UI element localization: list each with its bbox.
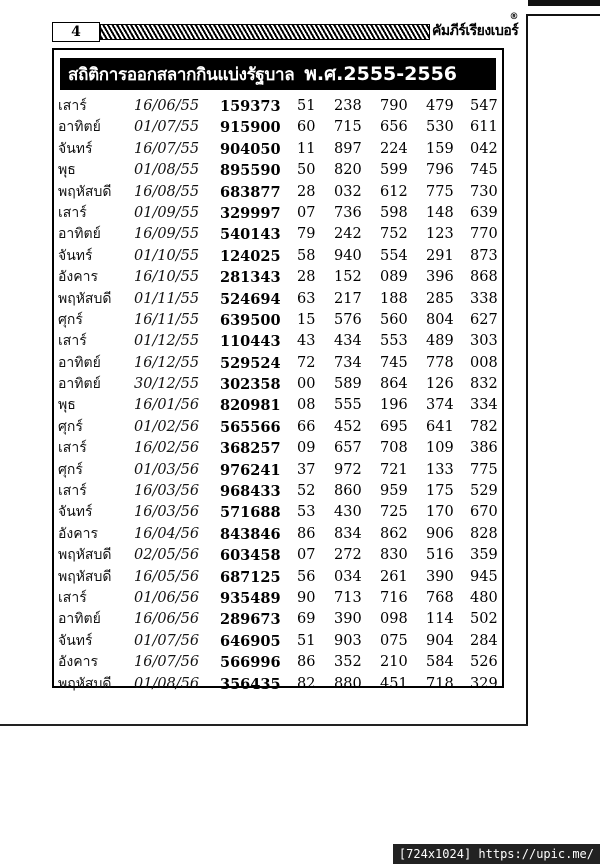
three-digit-cell-3: 804	[426, 311, 454, 328]
three-digit-cell-1: 820	[334, 162, 362, 179]
first-prize-cell: 529524	[220, 354, 281, 372]
three-digit-cell-1: 940	[334, 247, 362, 264]
lottery-results-panel	[52, 48, 504, 693]
two-digit-cell: 90	[297, 589, 316, 606]
three-digit-cell-3: 170	[426, 504, 454, 521]
day-cell: พุธ	[58, 397, 76, 414]
three-digit-cell-1: 272	[334, 547, 362, 564]
magazine-name	[432, 12, 519, 40]
two-digit-cell: 00	[297, 376, 316, 393]
two-digit-cell: 58	[297, 247, 316, 264]
table-row	[54, 374, 502, 395]
three-digit-cell-1: 713	[334, 589, 362, 606]
day-cell: เสาร์	[58, 589, 87, 606]
first-prize-cell: 356435	[220, 675, 281, 693]
page-number: 4	[52, 22, 100, 42]
two-digit-cell: 63	[297, 290, 316, 307]
three-digit-cell-2: 864	[380, 376, 408, 393]
three-digit-cell-4: 670	[470, 504, 498, 521]
date-cell: 16/12/55	[134, 354, 200, 371]
first-prize-cell: 289673	[220, 611, 281, 629]
three-digit-cell-1: 576	[334, 311, 362, 328]
three-digit-cell-2: 261	[380, 568, 408, 585]
date-cell: 01/10/55	[134, 247, 200, 264]
three-digit-cell-1: 242	[334, 226, 362, 243]
two-digit-cell: 28	[297, 183, 316, 200]
three-digit-cell-3: 396	[426, 269, 454, 286]
date-cell: 16/03/56	[134, 504, 200, 521]
first-prize-cell: 565566	[220, 418, 281, 436]
scan-edge	[528, 0, 600, 6]
three-digit-cell-1: 032	[334, 183, 362, 200]
three-digit-cell-4: 730	[470, 183, 498, 200]
three-digit-cell-2: 721	[380, 461, 408, 478]
three-digit-cell-1: 736	[334, 204, 362, 221]
three-digit-cell-1: 217	[334, 290, 362, 307]
three-digit-cell-4: 945	[470, 568, 498, 585]
three-digit-cell-1: 152	[334, 269, 362, 286]
three-digit-cell-4: 502	[470, 611, 498, 628]
date-cell: 16/10/55	[134, 269, 200, 286]
three-digit-cell-4: 775	[470, 461, 498, 478]
table-row	[54, 674, 502, 695]
date-cell: 01/09/55	[134, 204, 200, 221]
first-prize-cell: 524694	[220, 290, 281, 308]
day-cell: เสาร์	[58, 440, 87, 457]
day-cell: เสาร์	[58, 204, 87, 221]
three-digit-cell-2: 790	[380, 98, 408, 114]
three-digit-cell-3: 718	[426, 675, 454, 692]
three-digit-cell-4: 329	[470, 675, 498, 692]
three-digit-cell-3: 641	[426, 418, 454, 435]
day-cell: จันทร์	[58, 504, 93, 521]
three-digit-cell-3: 175	[426, 483, 454, 500]
date-cell: 16/08/55	[134, 183, 200, 200]
two-digit-cell: 09	[297, 440, 316, 457]
three-digit-cell-4: 782	[470, 418, 498, 435]
three-digit-cell-4: 627	[470, 311, 498, 328]
date-cell: 16/07/55	[134, 140, 200, 157]
day-cell: อาทิตย์	[58, 376, 101, 393]
three-digit-cell-2: 224	[380, 140, 408, 157]
date-cell: 30/12/55	[134, 376, 200, 393]
two-digit-cell: 07	[297, 547, 316, 564]
day-cell: อังคาร	[58, 525, 98, 542]
scan-edge-bottom	[0, 724, 528, 726]
three-digit-cell-1: 034	[334, 568, 362, 585]
two-digit-cell: 69	[297, 611, 316, 628]
three-digit-cell-3: 768	[426, 589, 454, 606]
day-cell: ศุกร์	[58, 461, 83, 478]
first-prize-cell: 368257	[220, 440, 281, 458]
three-digit-cell-1: 734	[334, 354, 362, 371]
first-prize-cell: 302358	[220, 376, 281, 394]
three-digit-cell-4: 868	[470, 269, 498, 286]
first-prize-cell: 639500	[220, 311, 281, 329]
date-cell: 16/11/55	[134, 311, 200, 328]
first-prize-cell: 687125	[220, 568, 281, 586]
date-cell: 01/08/56	[134, 675, 200, 692]
page-title: สถิติการออกสลากกินแบ่งรัฐบาล	[68, 64, 295, 85]
three-digit-cell-2: 188	[380, 290, 408, 307]
three-digit-cell-4: 745	[470, 162, 498, 179]
three-digit-cell-4: 480	[470, 589, 498, 606]
three-digit-cell-3: 778	[426, 354, 454, 371]
table-row	[54, 96, 502, 117]
three-digit-cell-4: 770	[470, 226, 498, 243]
three-digit-cell-4: 529	[470, 483, 498, 500]
registered-mark: ®	[509, 12, 518, 22]
table-row	[54, 438, 502, 459]
two-digit-cell: 51	[297, 632, 316, 649]
day-cell: เสาร์	[58, 333, 87, 350]
date-cell: 01/07/56	[134, 632, 200, 649]
day-cell: อาทิตย์	[58, 354, 101, 371]
date-cell: 01/06/56	[134, 589, 200, 606]
day-cell: จันทร์	[58, 140, 93, 157]
date-cell: 01/11/55	[134, 290, 200, 307]
two-digit-cell: 53	[297, 504, 316, 521]
date-cell: 16/02/56	[134, 440, 200, 457]
table-row	[54, 246, 502, 267]
scan-edge-right	[526, 14, 528, 726]
image-host-footer: [724x1024] https://upic.me/	[393, 844, 600, 864]
three-digit-cell-2: 745	[380, 354, 408, 371]
three-digit-cell-3: 584	[426, 654, 454, 671]
three-digit-cell-1: 903	[334, 632, 362, 649]
three-digit-cell-2: 708	[380, 440, 408, 457]
day-cell: อังคาร	[58, 654, 98, 671]
three-digit-cell-2: 752	[380, 226, 408, 243]
three-digit-cell-4: 611	[470, 119, 498, 136]
three-digit-cell-4: 359	[470, 547, 498, 564]
three-digit-cell-3: 390	[426, 568, 454, 585]
three-digit-cell-2: 598	[380, 204, 408, 221]
table-row	[54, 310, 502, 331]
three-digit-cell-2: 553	[380, 333, 408, 350]
two-digit-cell: 82	[297, 675, 316, 692]
table-row	[54, 609, 502, 630]
day-cell: พฤหัสบดี	[58, 568, 112, 585]
three-digit-cell-3: 291	[426, 247, 454, 264]
first-prize-cell: 281343	[220, 269, 281, 287]
two-digit-cell: 37	[297, 461, 316, 478]
three-digit-cell-1: 452	[334, 418, 362, 435]
two-digit-cell: 15	[297, 311, 316, 328]
three-digit-cell-4: 526	[470, 654, 498, 671]
three-digit-cell-2: 656	[380, 119, 408, 136]
table-row	[54, 524, 502, 545]
three-digit-cell-4: 303	[470, 333, 498, 350]
first-prize-cell: 571688	[220, 504, 281, 522]
day-cell: อังคาร	[58, 269, 98, 286]
first-prize-cell: 935489	[220, 589, 281, 607]
date-cell: 16/03/56	[134, 483, 200, 500]
three-digit-cell-1: 238	[334, 98, 362, 114]
three-digit-cell-4: 547	[470, 98, 498, 114]
three-digit-cell-1: 972	[334, 461, 362, 478]
date-cell: 16/07/56	[134, 654, 200, 671]
three-digit-cell-2: 196	[380, 397, 408, 414]
table-row	[54, 160, 502, 181]
day-cell: พุธ	[58, 162, 76, 179]
two-digit-cell: 79	[297, 226, 316, 243]
table-row	[54, 631, 502, 652]
three-digit-cell-2: 089	[380, 269, 408, 286]
three-digit-cell-1: 589	[334, 376, 362, 393]
first-prize-cell: 566996	[220, 654, 281, 672]
three-digit-cell-4: 386	[470, 440, 498, 457]
table-row	[54, 182, 502, 203]
three-digit-cell-2: 098	[380, 611, 408, 628]
date-cell: 01/12/55	[134, 333, 200, 350]
table-row	[54, 588, 502, 609]
three-digit-cell-3: 479	[426, 98, 454, 114]
day-cell: พฤหัสบดี	[58, 183, 112, 200]
three-digit-cell-1: 434	[334, 333, 362, 350]
date-cell: 16/06/56	[134, 611, 200, 628]
three-digit-cell-1: 430	[334, 504, 362, 521]
title-years: พ.ศ.2555-2556	[304, 63, 458, 85]
three-digit-cell-4: 639	[470, 204, 498, 221]
three-digit-cell-1: 834	[334, 525, 362, 542]
three-digit-cell-2: 554	[380, 247, 408, 264]
table-row	[54, 481, 502, 502]
day-cell: ศุกร์	[58, 311, 83, 328]
scan-edge-top	[526, 14, 600, 16]
date-cell: 01/08/55	[134, 162, 200, 179]
day-cell: พฤหัสบดี	[58, 547, 112, 564]
two-digit-cell: 11	[297, 140, 316, 157]
date-cell: 16/09/55	[134, 226, 200, 243]
first-prize-cell: 603458	[220, 547, 281, 565]
three-digit-cell-3: 159	[426, 140, 454, 157]
three-digit-cell-3: 904	[426, 632, 454, 649]
three-digit-cell-2: 716	[380, 589, 408, 606]
three-digit-cell-3: 374	[426, 397, 454, 414]
day-cell: พฤหัสบดี	[58, 675, 112, 692]
three-digit-cell-2: 599	[380, 162, 408, 179]
three-digit-cell-1: 860	[334, 483, 362, 500]
three-digit-cell-1: 390	[334, 611, 362, 628]
first-prize-cell: 820981	[220, 397, 281, 415]
three-digit-cell-4: 008	[470, 354, 498, 371]
three-digit-cell-1: 715	[334, 119, 362, 136]
three-digit-cell-2: 560	[380, 311, 408, 328]
three-digit-cell-3: 516	[426, 547, 454, 564]
three-digit-cell-2: 725	[380, 504, 408, 521]
two-digit-cell: 07	[297, 204, 316, 221]
three-digit-cell-2: 959	[380, 483, 408, 500]
first-prize-cell: 540143	[220, 226, 281, 244]
three-digit-cell-3: 114	[426, 611, 454, 628]
three-digit-cell-1: 880	[334, 675, 362, 692]
two-digit-cell: 86	[297, 654, 316, 671]
three-digit-cell-4: 334	[470, 397, 498, 414]
date-cell: 16/04/56	[134, 525, 200, 542]
two-digit-cell: 72	[297, 354, 316, 371]
two-digit-cell: 08	[297, 397, 316, 414]
three-digit-cell-2: 451	[380, 675, 408, 692]
date-cell: 01/03/56	[134, 461, 200, 478]
table-row	[54, 117, 502, 138]
day-cell: จันทร์	[58, 632, 93, 649]
three-digit-cell-1: 657	[334, 440, 362, 457]
date-cell: 01/02/56	[134, 418, 200, 435]
two-digit-cell: 28	[297, 269, 316, 286]
results-table	[54, 96, 502, 695]
three-digit-cell-2: 862	[380, 525, 408, 542]
table-row	[54, 460, 502, 481]
three-digit-cell-3: 133	[426, 461, 454, 478]
table-row	[54, 395, 502, 416]
day-cell: จันทร์	[58, 247, 93, 264]
three-digit-cell-3: 126	[426, 376, 454, 393]
table-row	[54, 652, 502, 673]
three-digit-cell-4: 042	[470, 140, 498, 157]
three-digit-cell-2: 695	[380, 418, 408, 435]
three-digit-cell-3: 285	[426, 290, 454, 307]
first-prize-cell: 915900	[220, 119, 281, 137]
three-digit-cell-3: 489	[426, 333, 454, 350]
two-digit-cell: 56	[297, 568, 316, 585]
day-cell: อาทิตย์	[58, 226, 101, 243]
magazine-name-text: คัมภีร์เรียงเบอร์	[432, 23, 519, 39]
first-prize-cell: 843846	[220, 525, 281, 543]
first-prize-cell: 976241	[220, 461, 281, 479]
three-digit-cell-3: 148	[426, 204, 454, 221]
date-cell: 16/05/56	[134, 568, 200, 585]
page-header	[52, 12, 519, 42]
three-digit-cell-3: 123	[426, 226, 454, 243]
table-row	[54, 203, 502, 224]
two-digit-cell: 51	[297, 98, 316, 114]
first-prize-cell: 110443	[220, 333, 281, 351]
table-row	[54, 331, 502, 352]
first-prize-cell: 904050	[220, 140, 281, 158]
three-digit-cell-1: 897	[334, 140, 362, 157]
table-row	[54, 545, 502, 566]
first-prize-cell: 646905	[220, 632, 281, 650]
three-digit-cell-4: 832	[470, 376, 498, 393]
table-row	[54, 224, 502, 245]
first-prize-cell: 124025	[220, 247, 281, 265]
two-digit-cell: 50	[297, 162, 316, 179]
three-digit-cell-2: 830	[380, 547, 408, 564]
date-cell: 16/01/56	[134, 397, 200, 414]
two-digit-cell: 66	[297, 418, 316, 435]
three-digit-cell-3: 796	[426, 162, 454, 179]
first-prize-cell: 159373	[220, 98, 281, 115]
date-cell: 16/06/55	[134, 98, 200, 114]
three-digit-cell-1: 352	[334, 654, 362, 671]
three-digit-cell-1: 555	[334, 397, 362, 414]
three-digit-cell-3: 530	[426, 119, 454, 136]
first-prize-cell: 968433	[220, 483, 281, 501]
three-digit-cell-4: 284	[470, 632, 498, 649]
three-digit-cell-3: 109	[426, 440, 454, 457]
three-digit-cell-4: 828	[470, 525, 498, 542]
table-row	[54, 139, 502, 160]
first-prize-cell: 329997	[220, 204, 281, 222]
day-cell: พฤหัสบดี	[58, 290, 112, 307]
two-digit-cell: 86	[297, 525, 316, 542]
three-digit-cell-2: 612	[380, 183, 408, 200]
day-cell: อาทิตย์	[58, 119, 101, 136]
day-cell: เสาร์	[58, 98, 87, 114]
day-cell: เสาร์	[58, 483, 87, 500]
table-row	[54, 567, 502, 588]
table-row	[54, 353, 502, 374]
table-row	[54, 267, 502, 288]
date-cell: 02/05/56	[134, 547, 200, 564]
day-cell: อาทิตย์	[58, 611, 101, 628]
day-cell: ศุกร์	[58, 418, 83, 435]
three-digit-cell-2: 075	[380, 632, 408, 649]
table-row	[54, 502, 502, 523]
date-cell: 01/07/55	[134, 119, 200, 136]
title-bar	[60, 58, 496, 90]
three-digit-cell-2: 210	[380, 654, 408, 671]
two-digit-cell: 43	[297, 333, 316, 350]
three-digit-cell-4: 873	[470, 247, 498, 264]
two-digit-cell: 60	[297, 119, 316, 136]
header-hatch-band	[100, 24, 430, 40]
table-row	[54, 289, 502, 310]
three-digit-cell-4: 338	[470, 290, 498, 307]
first-prize-cell: 683877	[220, 183, 281, 201]
first-prize-cell: 895590	[220, 162, 281, 180]
three-digit-cell-3: 906	[426, 525, 454, 542]
three-digit-cell-3: 775	[426, 183, 454, 200]
table-row	[54, 417, 502, 438]
two-digit-cell: 52	[297, 483, 316, 500]
